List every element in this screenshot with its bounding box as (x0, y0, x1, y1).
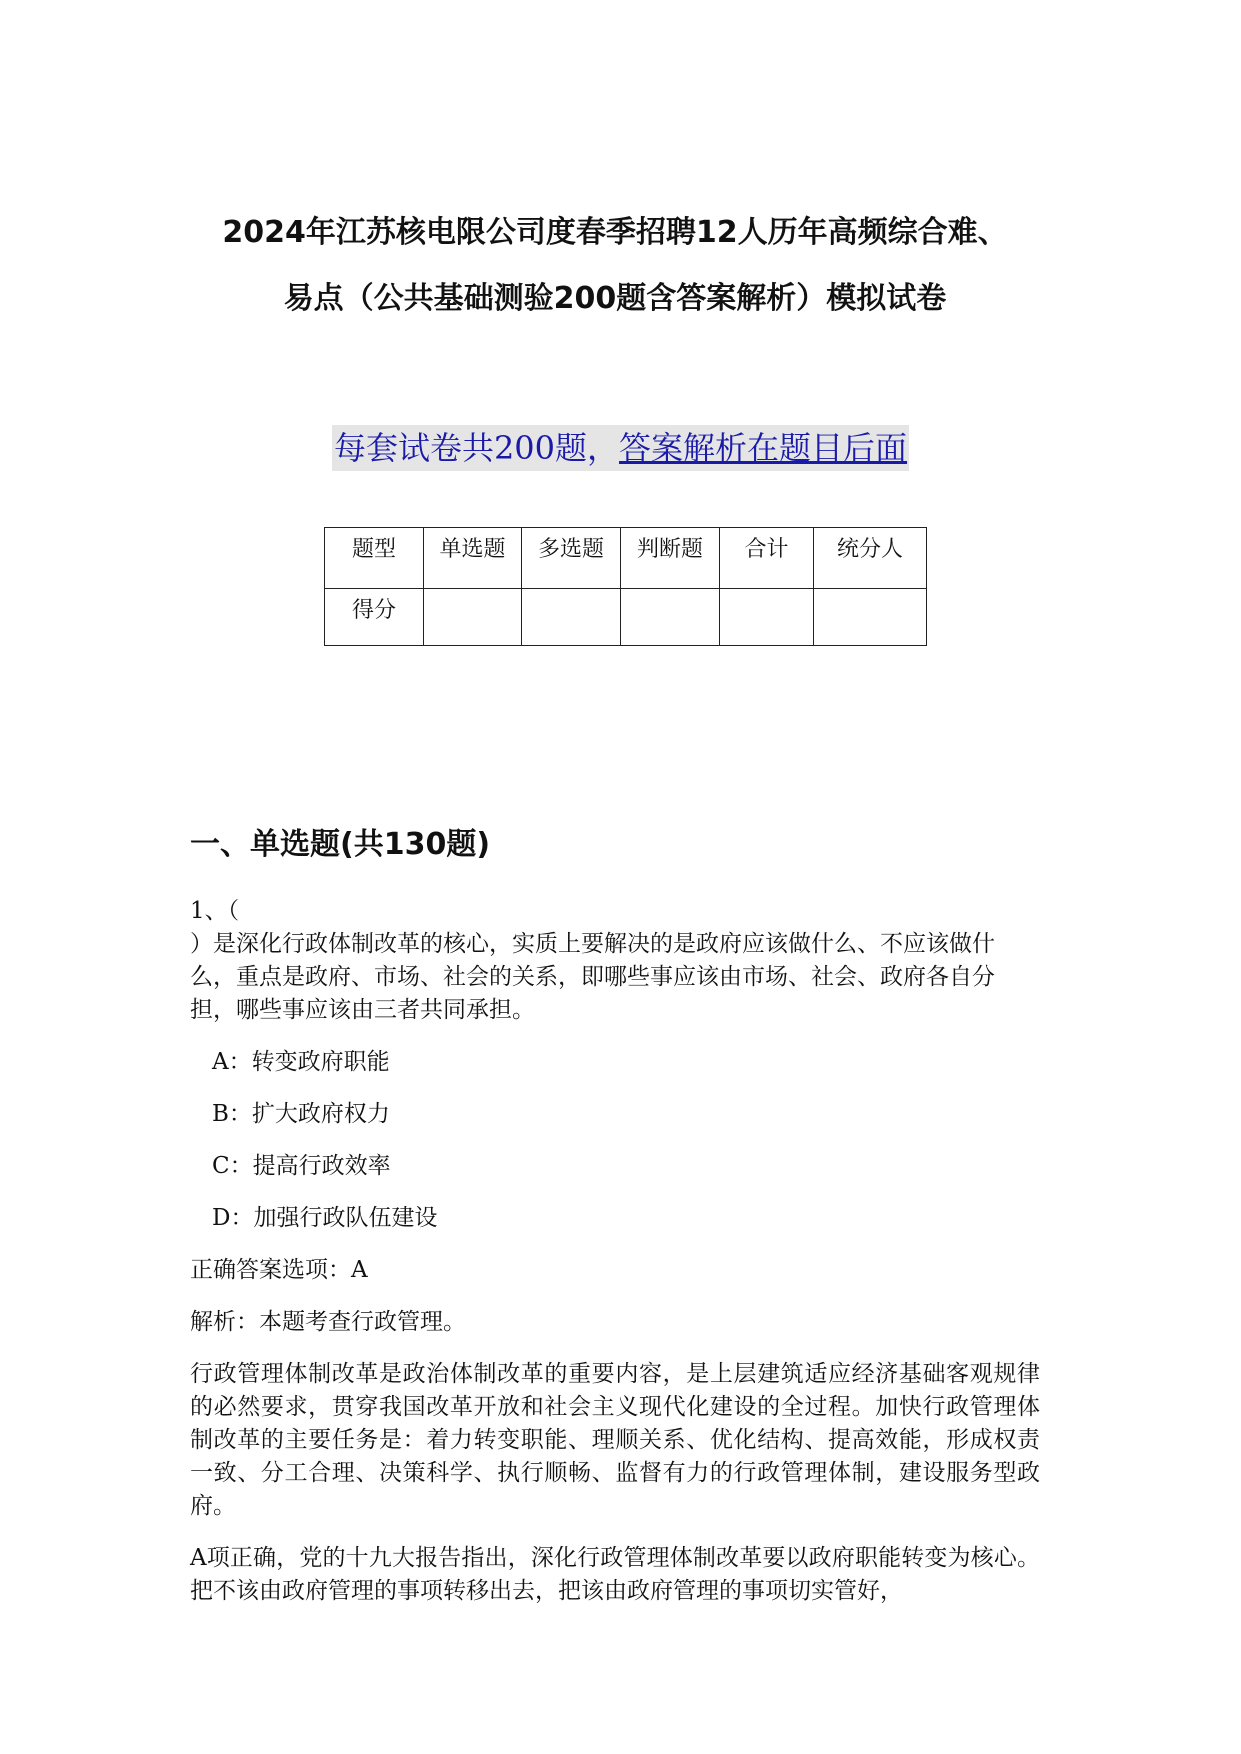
answer-location-link[interactable]: 答案解析在题目后面 (619, 429, 908, 467)
score-cell (522, 589, 621, 646)
score-cell (814, 589, 927, 646)
title-line-1: 2024年江苏核电限公司度春季招聘12人历年高频综合难、 (222, 215, 1008, 250)
header-cell: 判断题 (621, 528, 720, 589)
header-cell: 合计 (720, 528, 814, 589)
question-block (190, 895, 1040, 1608)
score-cell (424, 589, 522, 646)
banner-prefix: 每套试卷共200题， (333, 429, 620, 467)
analysis-paragraph: A项正确，党的十九大报告指出，深化行政管理体制改革要以政府职能转变为核心。把不该由政府管理的事项转移出去，把该由政府管理的事项切实管好， (190, 1545, 1040, 1604)
option-a: A：转变政府职能 (212, 1049, 390, 1075)
score-table-header-row (325, 528, 927, 589)
correct-answer: 正确答案选项：A (190, 1257, 368, 1283)
info-banner (0, 425, 1241, 471)
score-table-score-row (325, 589, 927, 646)
score-table (324, 527, 927, 646)
banner-box (332, 425, 909, 471)
title-line-2: 易点（公共基础测验200题含答案解析）模拟试卷 (283, 281, 947, 316)
header-cell: 多选题 (522, 528, 621, 589)
score-cell (621, 589, 720, 646)
score-cell (720, 589, 814, 646)
question-text: ）是深化行政体制改革的核心，实质上要解决的是政府应该做什么、不应该做什么，重点是政府、市场、社会的关系，即哪些事应该由市场、社会、政府各自分担，哪些事应该由三者共同承担。 (190, 931, 995, 1023)
option-d: D：加强行政队伍建设 (212, 1205, 438, 1231)
header-cell: 统分人 (814, 528, 927, 589)
analysis-intro: 解析：本题考查行政管理。 (190, 1309, 466, 1335)
analysis-paragraph: 行政管理体制改革是政治体制改革的重要内容，是上层建筑适应经济基础客观规律的必然要求，贯穿我国改革开放和社会主义现代化建设的全过程。加快行政管理体制改革的主要任务是：着力转变职能、理顺关系、优化结构、提高效能，形成权责一致、分工合理、决策科学、执行顺畅、监督有力的行政管理体制，建设服务型政府。 (190, 1361, 1040, 1519)
header-cell: 单选题 (424, 528, 522, 589)
document-title (130, 200, 1100, 332)
question-number: 1、（ (190, 898, 240, 924)
section-title: 一、单选题(共130题) (190, 827, 491, 862)
option-b: B：扩大政府权力 (212, 1101, 390, 1127)
header-cell: 题型 (325, 528, 424, 589)
row-label-cell: 得分 (325, 589, 424, 646)
option-c: C：提高行政效率 (212, 1153, 391, 1179)
